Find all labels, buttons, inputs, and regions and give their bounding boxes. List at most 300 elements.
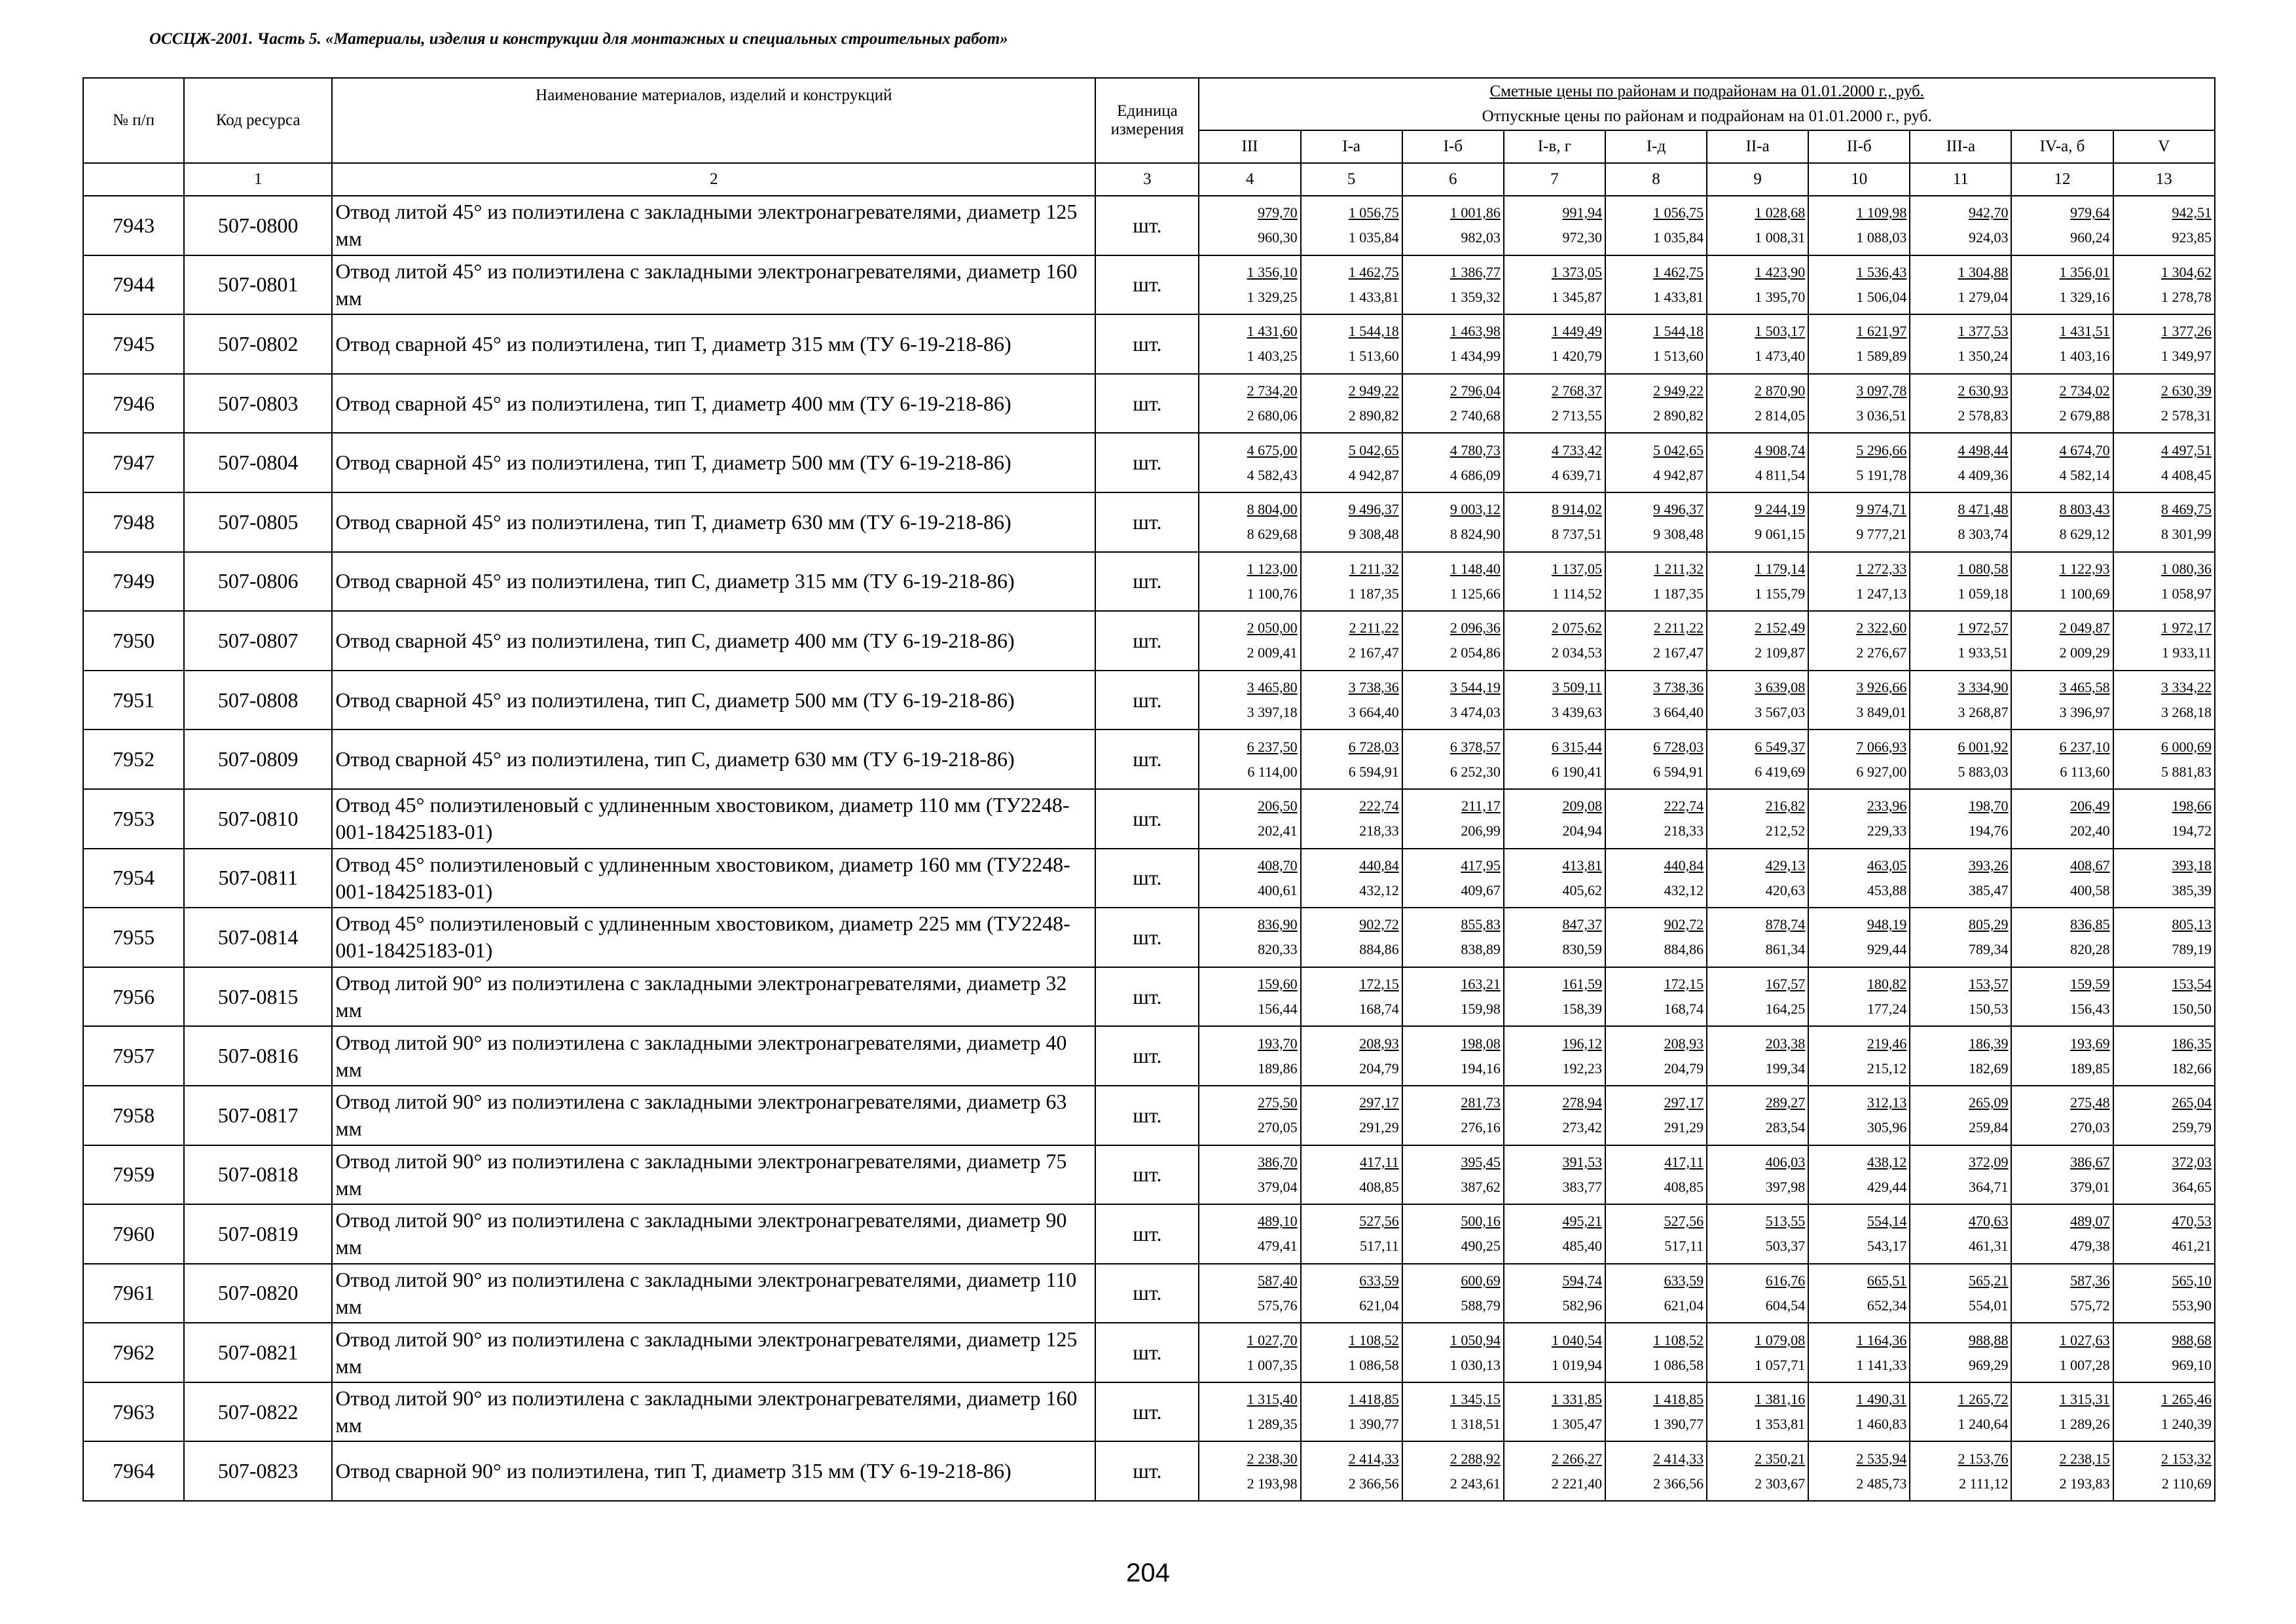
price-cell [1605,849,1707,908]
estimate-price: 1 381,16 [1755,1391,1806,1408]
release-price: 150,53 [1968,1001,2009,1018]
estimate-price: 1 056,75 [1653,204,1704,221]
release-price: 215,12 [1867,1060,1907,1077]
price-cell [1402,967,1504,1027]
header-region: I-в, г [1504,130,1605,163]
estimate-price: 2 734,20 [1247,382,1298,399]
price-cell [2011,374,2113,434]
unit: шт. [1095,1026,1199,1086]
price-cell [1504,1323,1605,1382]
estimate-price: 9 496,37 [1348,501,1399,518]
price-cell [1402,196,1504,255]
release-price: 9 061,15 [1755,526,1806,543]
estimate-price: 988,88 [1968,1331,2009,1348]
estimate-price: 395,45 [1461,1153,1501,1170]
header-column-number: 4 [1199,163,1300,196]
estimate-price: 2 414,33 [1348,1450,1399,1467]
estimate-price: 902,72 [1664,916,1704,933]
estimate-price: 206,50 [1258,798,1298,815]
resource-code: 507-0807 [184,611,332,671]
release-price: 291,29 [1359,1119,1399,1136]
estimate-price: 3 334,22 [2161,679,2212,696]
release-price: 2 109,87 [1755,644,1806,661]
release-price: 1 059,18 [1958,585,2009,602]
estimate-price: 2 211,22 [1653,619,1704,637]
release-price: 4 409,36 [1958,466,2009,483]
estimate-price: 186,39 [1968,1035,2009,1052]
release-price: 212,52 [1765,822,1806,840]
estimate-price: 1 431,51 [2059,323,2110,340]
price-cell [2011,552,2113,612]
release-price: 1 473,40 [1755,348,1806,365]
estimate-price: 153,57 [1968,976,2009,993]
release-price: 884,86 [1664,941,1704,958]
estimate-price: 2 153,32 [2161,1450,2212,1467]
header-column-number: 13 [2113,163,2215,196]
row-number: 7956 [83,967,184,1027]
estimate-price: 4 497,51 [2161,441,2212,458]
release-price: 1 125,66 [1449,585,1501,602]
release-price: 2 054,86 [1449,644,1501,661]
row-number: 7962 [83,1323,184,1382]
row-number: 7963 [83,1382,184,1442]
estimate-price: 198,70 [1968,798,2009,815]
release-price: 9 777,21 [1856,526,1907,543]
resource-code: 507-0814 [184,908,332,967]
estimate-price: 1 418,85 [1348,1391,1399,1408]
release-price: 1 390,77 [1653,1416,1704,1433]
price-cell [1199,1026,1300,1086]
estimate-price: 278,94 [1562,1094,1602,1111]
resource-code: 507-0811 [184,849,332,908]
price-cell [1199,196,1300,255]
release-price: 2 221,40 [1551,1475,1602,1492]
price-table [82,77,2215,1502]
estimate-price: 1 164,36 [1856,1331,1907,1348]
release-price: 1 305,47 [1551,1416,1602,1433]
release-price: 1 359,32 [1449,288,1501,305]
unit: шт. [1095,1086,1199,1145]
price-cell [1808,1264,1910,1323]
table-row [83,314,2215,374]
estimate-price: 5 042,65 [1653,441,1704,458]
release-price: 9 308,48 [1348,526,1399,543]
estimate-price: 281,73 [1461,1094,1501,1111]
estimate-price: 489,10 [1258,1213,1298,1230]
price-cell [1808,1204,1910,1264]
release-price: 485,40 [1562,1238,1602,1255]
estimate-price: 406,03 [1765,1153,1806,1170]
header-region: I-б [1402,130,1504,163]
estimate-price: 393,18 [2172,857,2212,874]
release-price: 3 849,01 [1856,704,1907,721]
header-region: V [2113,130,2215,163]
price-cell [2011,1204,2113,1264]
table-row [83,1441,2215,1501]
estimate-price: 6 237,10 [2059,738,2110,755]
release-price: 1 155,79 [1755,585,1806,602]
estimate-price: 988,68 [2172,1331,2212,1348]
price-cell [2011,908,2113,967]
price-cell [2011,671,2113,730]
release-price: 1 513,60 [1348,348,1399,365]
estimate-price: 3 097,78 [1856,382,1907,399]
release-price: 1 390,77 [1348,1416,1399,1433]
release-price: 8 629,12 [2059,526,2110,543]
release-price: 305,96 [1867,1119,1907,1136]
release-price: 192,23 [1562,1060,1602,1077]
estimate-price: 167,57 [1765,976,1806,993]
price-cell [1504,433,1605,492]
release-price: 177,24 [1867,1001,1907,1018]
estimate-price: 554,14 [1867,1213,1907,1230]
release-price: 273,42 [1562,1119,1602,1136]
release-price: 8 824,90 [1449,526,1501,543]
release-price: 199,34 [1765,1060,1806,1077]
estimate-price: 8 914,02 [1551,501,1602,518]
table-row [83,908,2215,967]
row-number: 7945 [83,314,184,374]
price-cell [1910,908,2011,967]
release-price: 582,96 [1562,1297,1602,1314]
resource-code: 507-0815 [184,967,332,1027]
price-cell [1707,314,1808,374]
estimate-price: 3 334,90 [1958,679,2009,696]
item-name: Отвод литой 90° из полиэтилена с закладными электронагревателями, диаметр 90 мм [332,1204,1095,1264]
price-cell [1504,1086,1605,1145]
release-price: 1 460,83 [1856,1416,1907,1433]
price-cell [1504,1382,1605,1442]
price-cell [1504,967,1605,1027]
price-cell [1199,729,1300,789]
header-column-number: 2 [332,163,1095,196]
release-price: 3 439,63 [1551,704,1602,721]
release-price: 383,77 [1562,1178,1602,1195]
release-price: 2 034,53 [1551,644,1602,661]
unit: шт. [1095,552,1199,612]
price-cell [1605,1441,1707,1501]
estimate-price: 275,48 [2070,1094,2110,1111]
estimate-price: 500,16 [1461,1213,1501,1230]
price-cell [2113,1441,2215,1501]
price-cell [1504,1204,1605,1264]
table-row [83,789,2215,849]
release-price: 1 933,51 [1958,644,2009,661]
resource-code: 507-0805 [184,492,332,552]
price-cell [1504,789,1605,849]
price-cell [1605,492,1707,552]
price-cell [1199,552,1300,612]
estimate-price: 1 137,05 [1551,560,1602,577]
release-price: 194,76 [1968,822,2009,840]
release-price: 159,98 [1461,1001,1501,1018]
price-cell [1707,1204,1808,1264]
estimate-price: 3 738,36 [1348,679,1399,696]
release-price: 1 329,16 [2059,288,2110,305]
price-cell [2113,908,2215,967]
item-name: Отвод сварной 45° из полиэтилена, тип Т, диаметр 315 мм (ТУ 6-19-218-86) [332,314,1095,374]
release-price: 385,39 [2172,881,2212,898]
item-name: Отвод сварной 45° из полиэтилена, тип Т, диаметр 500 мм (ТУ 6-19-218-86) [332,433,1095,492]
release-price: 2 167,47 [1653,644,1704,661]
release-price: 2 485,73 [1856,1475,1907,1492]
release-price: 202,40 [2070,822,2110,840]
header-column-number: 12 [2011,163,2113,196]
estimate-price: 6 378,57 [1449,738,1501,755]
estimate-price: 489,07 [2070,1213,2110,1230]
estimate-price: 1 503,17 [1755,323,1806,340]
resource-code: 507-0802 [184,314,332,374]
unit: шт. [1095,492,1199,552]
price-cell [1199,433,1300,492]
release-price: 969,10 [2172,1356,2212,1373]
release-price: 408,85 [1664,1178,1704,1195]
price-cell [1605,314,1707,374]
price-cell [1301,492,1402,552]
unit: шт. [1095,1264,1199,1323]
price-cell [1605,552,1707,612]
estimate-price: 1 386,77 [1449,263,1501,280]
price-cell [1605,1086,1707,1145]
estimate-price: 6 728,03 [1653,738,1704,755]
price-cell [1605,611,1707,671]
price-cell [1910,552,2011,612]
estimate-price: 1 056,75 [1348,204,1399,221]
estimate-price: 565,21 [1968,1272,2009,1289]
estimate-price: 2 870,90 [1755,382,1806,399]
release-price: 2 009,41 [1247,644,1298,661]
table-row [83,1086,2215,1145]
table-row [83,374,2215,434]
price-cell [1199,1441,1300,1501]
release-price: 1 289,35 [1247,1416,1298,1433]
price-cell [1301,611,1402,671]
row-number: 7964 [83,1441,184,1501]
price-cell [1301,1086,1402,1145]
estimate-price: 6 237,50 [1247,738,1298,755]
estimate-price: 1 148,40 [1449,560,1501,577]
estimate-price: 1 331,85 [1551,1391,1602,1408]
price-cell [1808,492,1910,552]
release-price: 6 114,00 [1247,763,1298,780]
estimate-price: 1 109,98 [1856,204,1907,221]
release-price: 2 193,83 [2059,1475,2110,1492]
price-cell [1707,611,1808,671]
release-price: 652,34 [1867,1297,1907,1314]
estimate-price: 440,84 [1664,857,1704,874]
estimate-price: 4 908,74 [1755,441,1806,458]
estimate-price: 9 974,71 [1856,501,1907,518]
price-cell [2011,729,2113,789]
price-cell [1402,433,1504,492]
price-cell [1707,255,1808,315]
price-cell [1808,433,1910,492]
release-price: 861,34 [1765,941,1806,958]
price-cell [1707,671,1808,730]
release-price: 4 582,43 [1247,466,1298,483]
release-price: 6 594,91 [1653,763,1704,780]
header-column-number: 10 [1808,163,1910,196]
price-cell [1199,1264,1300,1323]
release-price: 259,84 [1968,1119,2009,1136]
unit: шт. [1095,849,1199,908]
row-number: 7953 [83,789,184,849]
price-cell [1402,1441,1504,1501]
estimate-price: 216,82 [1765,798,1806,815]
price-cell [2113,433,2215,492]
price-cell [2011,1441,2113,1501]
release-price: 1 141,33 [1856,1356,1907,1373]
price-cell [1605,1145,1707,1205]
estimate-price: 942,51 [2172,204,2212,221]
header-region: II-б [1808,130,1910,163]
price-cell [2113,1204,2215,1264]
estimate-price: 1 356,10 [1247,263,1298,280]
release-price: 924,03 [1968,229,2009,246]
price-cell [1605,729,1707,789]
resource-code: 507-0808 [184,671,332,730]
estimate-price: 2 949,22 [1348,382,1399,399]
price-cell [1301,849,1402,908]
price-cell [1910,1264,2011,1323]
estimate-price: 8 804,00 [1247,501,1298,518]
unit: шт. [1095,1441,1199,1501]
price-cell [1199,1204,1300,1264]
estimate-price: 2 153,76 [1958,1450,2009,1467]
row-number: 7959 [83,1145,184,1205]
release-price: 420,63 [1765,881,1806,898]
price-cell [2113,196,2215,255]
price-cell [2011,433,2113,492]
price-cell [1605,908,1707,967]
table-row [83,1382,2215,1442]
header-column-number: 8 [1605,163,1707,196]
estimate-price: 391,53 [1562,1153,1602,1170]
item-name: Отвод литой 90° из полиэтилена с закладными электронагревателями, диаметр 32 мм [332,967,1095,1027]
estimate-price: 172,15 [1664,976,1704,993]
release-price: 2 366,56 [1653,1475,1704,1492]
price-cell [1910,611,2011,671]
release-price: 4 639,71 [1551,466,1602,483]
estimate-price: 429,13 [1765,857,1806,874]
release-price: 969,29 [1968,1356,2009,1373]
estimate-price: 161,59 [1562,976,1602,993]
estimate-price: 2 238,15 [2059,1450,2110,1467]
price-cell [1808,671,1910,730]
price-cell [1605,255,1707,315]
price-cell [1605,433,1707,492]
release-price: 2 890,82 [1348,407,1399,424]
release-price: 490,25 [1461,1238,1501,1255]
release-price: 830,59 [1562,941,1602,958]
release-price: 1 506,04 [1856,288,1907,305]
table-row [83,967,2215,1027]
release-price: 1 057,71 [1755,1356,1806,1373]
table-row [83,671,2215,730]
price-cell [1301,552,1402,612]
estimate-price: 3 639,08 [1755,679,1806,696]
price-cell [2011,1086,2113,1145]
price-cell [1301,729,1402,789]
estimate-price: 1 040,54 [1551,1331,1602,1348]
release-price: 1 403,16 [2059,348,2110,365]
release-price: 1 240,64 [1958,1416,2009,1433]
estimate-price: 805,29 [1968,916,2009,933]
price-cell [1301,1026,1402,1086]
estimate-price: 1 418,85 [1653,1391,1704,1408]
resource-code: 507-0806 [184,552,332,612]
estimate-price: 4 780,73 [1449,441,1501,458]
header-prices [1199,78,2215,130]
price-cell [1910,729,2011,789]
estimate-price: 297,17 [1664,1094,1704,1111]
estimate-price: 8 803,43 [2059,501,2110,518]
release-price: 1 433,81 [1348,288,1399,305]
price-cell [1605,1026,1707,1086]
release-price: 2 243,61 [1449,1475,1501,1492]
estimate-price: 527,56 [1359,1213,1399,1230]
price-cell [1504,196,1605,255]
release-price: 543,17 [1867,1238,1907,1255]
price-cell [1707,374,1808,434]
estimate-price: 2 322,60 [1856,619,1907,637]
release-price: 479,41 [1258,1238,1298,1255]
release-price: 4 942,87 [1348,466,1399,483]
price-cell [1301,1264,1402,1323]
release-price: 1 350,24 [1958,348,2009,365]
estimate-price: 3 544,19 [1449,679,1501,696]
price-cell [2113,1026,2215,1086]
estimate-price: 1 621,97 [1856,323,1907,340]
price-cell [1707,492,1808,552]
release-price: 5 883,03 [1958,763,2009,780]
price-cell [1402,729,1504,789]
release-price: 1 187,35 [1653,585,1704,602]
release-price: 432,12 [1359,881,1399,898]
row-number: 7960 [83,1204,184,1264]
estimate-price: 1 373,05 [1551,263,1602,280]
release-price: 270,03 [2070,1119,2110,1136]
price-cell [1504,611,1605,671]
price-cell [2011,1382,2113,1442]
item-name: Отвод литой 45° из полиэтилена с закладными электронагревателями, диаметр 125 мм [332,196,1095,255]
estimate-price: 159,60 [1258,976,1298,993]
price-cell [1402,374,1504,434]
price-cell [1199,908,1300,967]
row-number: 7961 [83,1264,184,1323]
estimate-price: 2 414,33 [1653,1450,1704,1467]
price-cell [1504,552,1605,612]
header-region: I-а [1301,130,1402,163]
estimate-price: 3 926,66 [1856,679,1907,696]
estimate-price: 417,11 [1664,1153,1704,1170]
price-cell [1605,671,1707,730]
estimate-price: 172,15 [1359,976,1399,993]
price-cell [2113,789,2215,849]
estimate-price: 1 304,88 [1958,263,2009,280]
estimate-price: 6 315,44 [1551,738,1602,755]
release-price: 554,01 [1968,1297,2009,1314]
estimate-price: 1 423,90 [1755,263,1806,280]
price-cell [1301,433,1402,492]
item-name: Отвод сварной 45° из полиэтилена, тип С, диаметр 500 мм (ТУ 6-19-218-86) [332,671,1095,730]
estimate-price: 1 001,86 [1449,204,1501,221]
price-cell [1910,492,2011,552]
release-price: 1 058,97 [2161,585,2212,602]
price-cell [1199,611,1300,671]
release-price: 3 474,03 [1449,704,1501,721]
release-price: 1 278,78 [2161,288,2212,305]
